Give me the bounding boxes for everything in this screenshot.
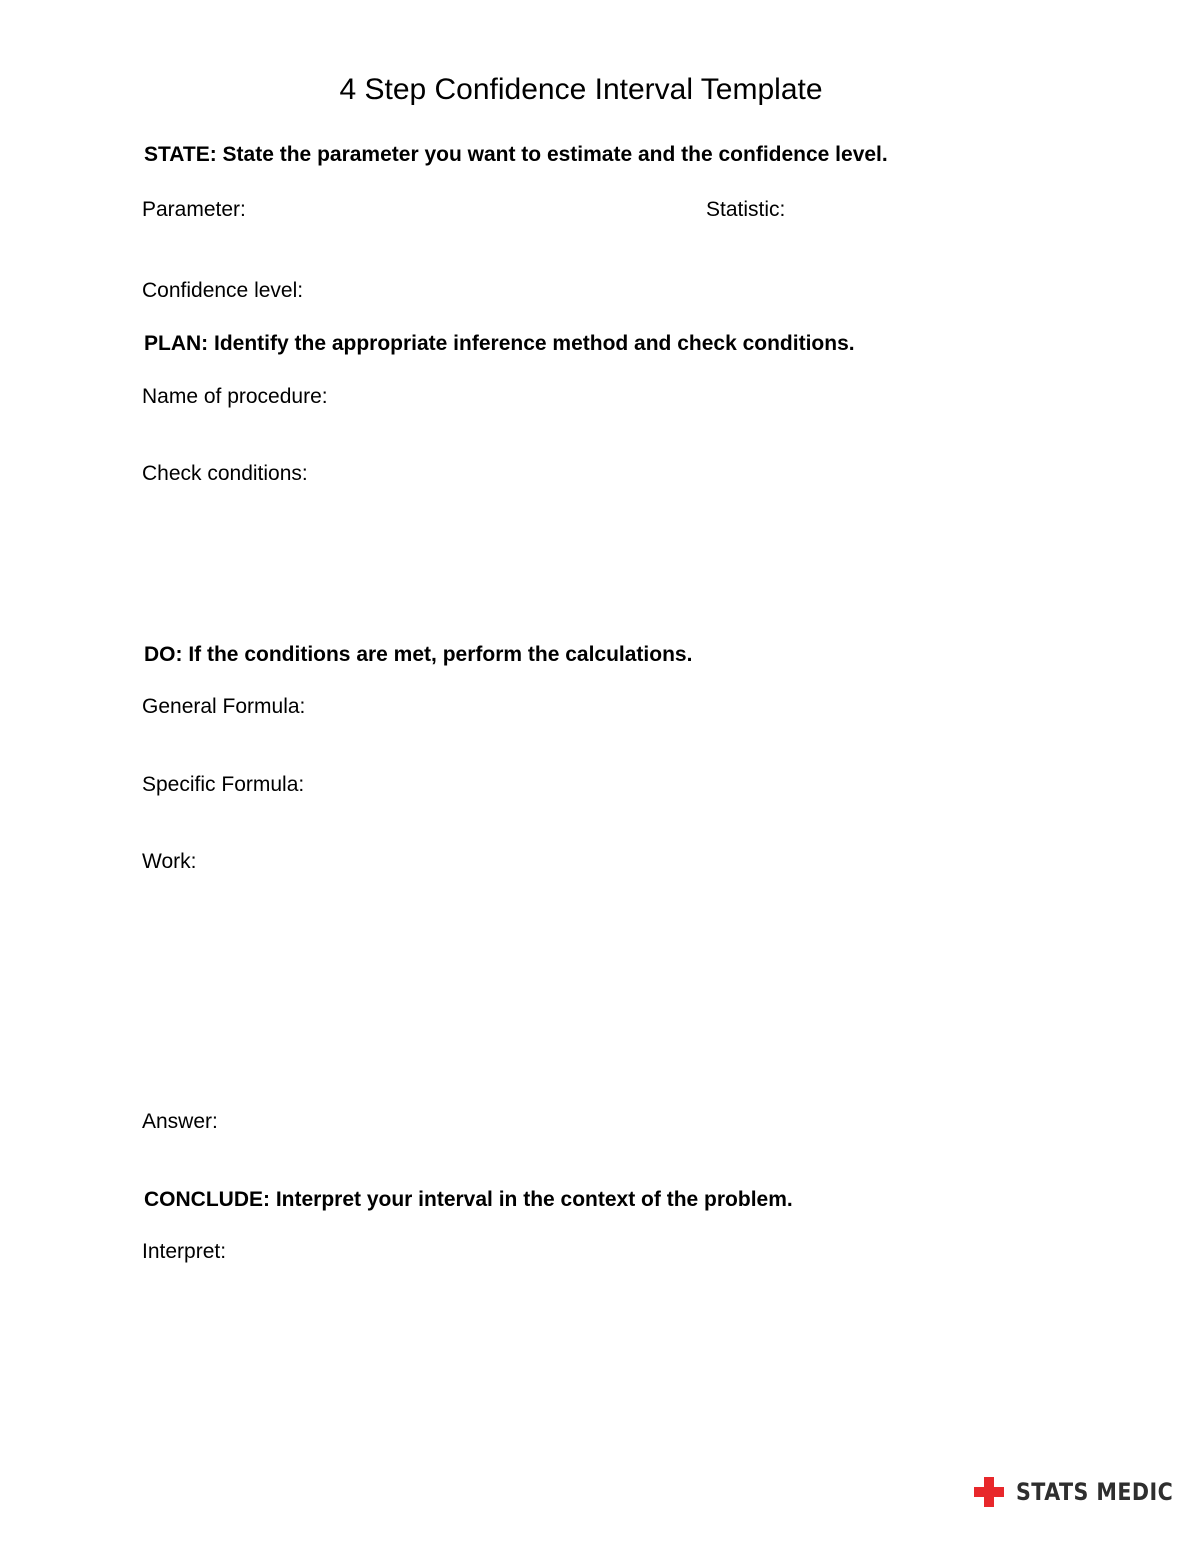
general-formula-label: General Formula: <box>142 695 306 718</box>
answer-label: Answer: <box>142 1110 218 1133</box>
red-cross-icon <box>972 1475 1006 1509</box>
stats-medic-logo <box>972 1474 1199 1510</box>
page-title: 4 Step Confidence Interval Template <box>339 73 823 106</box>
confidence-level-label: Confidence level: <box>142 279 304 302</box>
work-label: Work: <box>142 850 197 873</box>
conclude-heading: CONCLUDE: Interpret your interval in the context of the problem. <box>144 1188 793 1211</box>
logo-text: STATS MEDIC <box>1016 1478 1174 1506</box>
specific-formula-label: Specific Formula: <box>142 773 305 796</box>
parameter-label: Parameter: <box>142 198 246 221</box>
plan-heading: PLAN: Identify the appropriate inference method and check conditions. <box>144 332 855 355</box>
statistic-label: Statistic: <box>706 198 786 221</box>
do-heading: DO: If the conditions are met, perform the calculations. <box>144 643 693 666</box>
interpret-label: Interpret: <box>142 1240 227 1263</box>
check-conditions-label: Check conditions: <box>142 462 308 485</box>
state-heading: STATE: State the parameter you want to estimate and the confidence level. <box>144 143 888 166</box>
procedure-name-label: Name of procedure: <box>142 385 328 408</box>
